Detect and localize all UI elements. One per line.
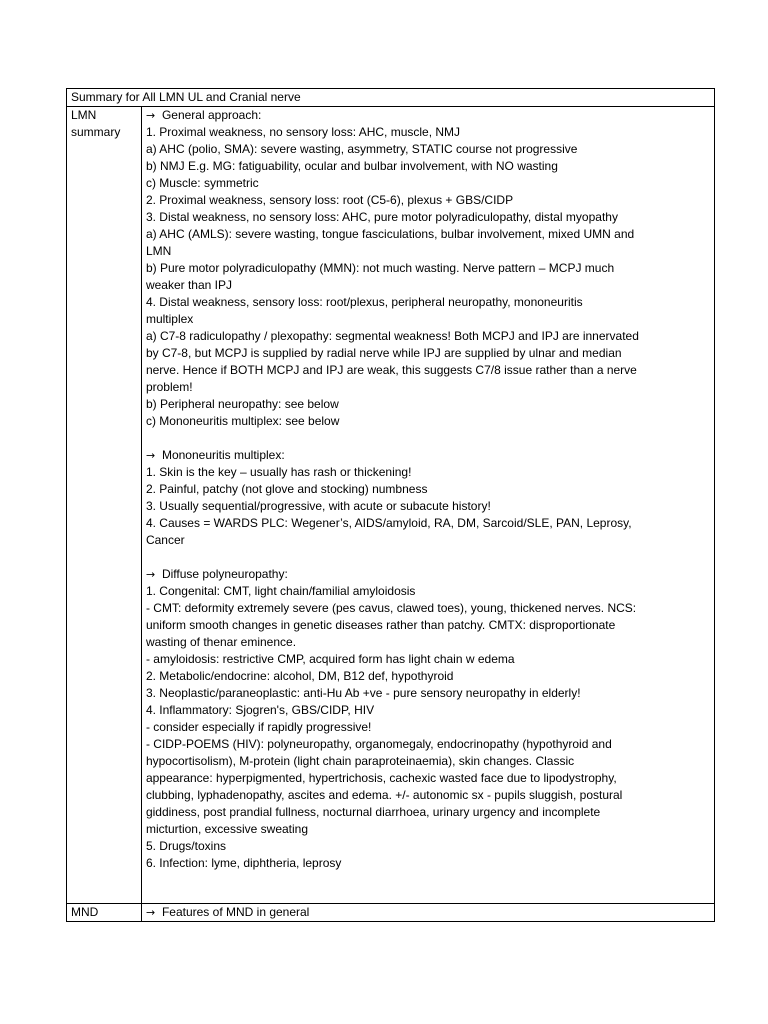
text-line: 4. Inflammatory: Sjogren's, GBS/CIDP, HIV: [145, 703, 375, 717]
arrow-icon: →: [145, 109, 156, 122]
text-line: b) NMJ E.g. MG: fatiguability, ocular and bulbar involvement, with NO wasting: [145, 159, 558, 173]
mnd-heading: → Features of MND in general: [145, 905, 310, 919]
text-line: 2. Painful, patchy (not glove and stocking) numbness: [145, 482, 428, 496]
general-approach-list: [146, 124, 710, 430]
text-line: nerve. Hence if BOTH MCPJ and IPJ are weak, this suggests C7/8 issue rather than a nerve: [145, 363, 637, 377]
summary-table: [66, 88, 715, 922]
arrow-icon: →: [145, 568, 156, 581]
lmn-label-line: LMN: [71, 108, 97, 122]
text-line: micturtion, excessive sweating: [145, 822, 309, 836]
diffuse-polyneuropathy-heading: → Diffuse polyneuropathy:: [145, 567, 288, 581]
text-line: LMN: [145, 244, 172, 258]
text-line: uniform smooth changes in genetic diseases rather than patchy. CMTX: disproportionate: [145, 618, 616, 632]
spacer: [146, 549, 710, 566]
text-line: multiplex: [145, 312, 194, 326]
lmn-label: [71, 107, 137, 141]
mnd-label: MND: [67, 904, 142, 922]
text-line: 6. Infection: lyme, diphtheria, leprosy: [145, 856, 342, 870]
diffuse-polyneuropathy-list: [146, 583, 710, 872]
text-line: weaker than IPJ: [145, 278, 232, 292]
title-row: [67, 89, 715, 107]
text-line: b) Pure motor polyradiculopathy (MMN): not much wasting. Nerve pattern – MCPJ much: [145, 261, 615, 275]
text-line: giddiness, post prandial fullness, nocturnal diarrhoea, urinary urgency and incomplete: [145, 805, 601, 819]
text-line: 3. Neoplastic/paraneoplastic: anti-Hu Ab +ve - pure sensory neuropathy in elderly!: [145, 686, 581, 700]
text-line: 1. Congenital: CMT, light chain/familial amyloidosis: [145, 584, 416, 598]
text-line: a) AHC (polio, SMA): severe wasting, asymmetry, STATIC course not progressive: [145, 142, 578, 156]
text-line: 5. Drugs/toxins: [145, 839, 226, 853]
text-line: a) AHC (AMLS): severe wasting, tongue fasciculations, bulbar involvement, mixed UMN and: [145, 227, 635, 241]
mnd-row: [67, 904, 715, 922]
text-line: 1. Skin is the key – usually has rash or thickening!: [145, 465, 412, 479]
lmn-row: [67, 107, 715, 904]
arrow-icon: →: [145, 449, 156, 462]
general-approach-heading: → General approach:: [145, 108, 262, 122]
spacer: [146, 430, 710, 447]
text-line: - CIDP-POEMS (HIV): polyneuropathy, organomegaly, endocrinopathy (hypothyroid and: [145, 737, 612, 751]
text-line: b) Peripheral neuropathy: see below: [145, 397, 339, 411]
text-line: problem!: [145, 380, 193, 394]
text-line: 3. Distal weakness, no sensory loss: AHC, pure motor polyradiculopathy, distal myopathy: [145, 210, 618, 224]
mnd-content-cell: [141, 904, 714, 922]
text-line: 1. Proximal weakness, no sensory loss: AHC, muscle, NMJ: [145, 125, 461, 139]
mononeuritis-list: [146, 464, 710, 549]
lmn-label-line: summary: [71, 125, 121, 139]
text-line: 2. Metabolic/endocrine: alcohol, DM, B12 def, hypothyroid: [145, 669, 454, 683]
text-line: 4. Distal weakness, sensory loss: root/plexus, peripheral neuropathy, mononeuritis: [145, 295, 583, 309]
text-line: a) C7-8 radiculopathy / plexopathy: segmental weakness! Both MCPJ and IPJ are innervated: [145, 329, 639, 343]
mononeuritis-heading: → Mononeuritis multiplex:: [145, 448, 285, 462]
text-line: 3. Usually sequential/progressive, with acute or subacute history!: [145, 499, 491, 513]
text-line: by C7-8, but MCPJ is supplied by radial nerve while IPJ are supplied by ulnar and median: [145, 346, 622, 360]
text-line: hypocortisolism), M-protein (light chain paraproteinaemia), skin changes. Classic: [145, 754, 575, 768]
lmn-content-cell: [141, 107, 714, 904]
text-line: c) Muscle: symmetric: [145, 176, 259, 190]
text-line: clubbing, lyphadenopathy, ascites and edema. +/- autonomic sx - pupils sluggish, postural: [145, 788, 623, 802]
table-title: Summary for All LMN UL and Cranial nerve: [67, 89, 715, 107]
text-line: 4. Causes = WARDS PLC: Wegener’s, AIDS/amyloid, RA, DM, Sarcoid/SLE, PAN, Leprosy,: [145, 516, 632, 530]
text-line: 2. Proximal weakness, sensory loss: root (C5-6), plexus + GBS/CIDP: [145, 193, 514, 207]
text-line: appearance: hyperpigmented, hypertrichosis, cachexic wasted face due to lipodystrophy,: [145, 771, 617, 785]
text-line: c) Mononeuritis multiplex: see below: [145, 414, 340, 428]
text-line: - CMT: deformity extremely severe (pes cavus, clawed toes), young, thickened nerves. NCS:: [145, 601, 637, 615]
text-line: - consider especially if rapidly progressive!: [145, 720, 372, 734]
text-line: - amyloidosis: restrictive CMP, acquired form has light chain w edema: [145, 652, 515, 666]
text-line: wasting of thenar eminence.: [145, 635, 297, 649]
text-line: Cancer: [145, 533, 185, 547]
arrow-icon: →: [145, 906, 156, 919]
lmn-label-cell: [67, 107, 142, 904]
